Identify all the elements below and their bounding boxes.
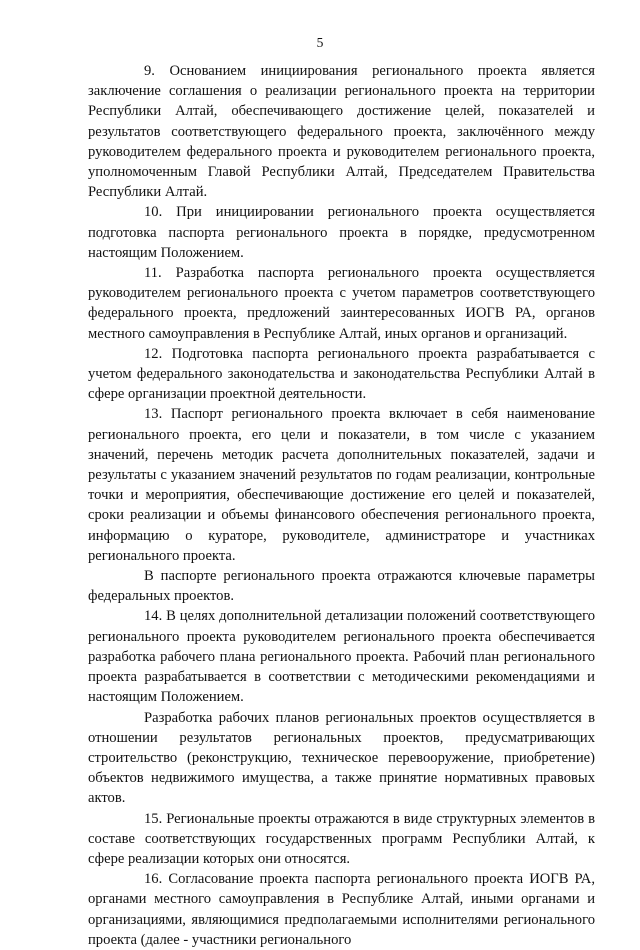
paragraph-9: 9. Основанием инициирования регионального проекта является заключение соглашения о реализации регионального проекта на территории Республики Алтай, обеспечивающего достижение целей, показателей и результатов соответствующего федерального проекта, заключённого между руководителем федерального проекта и руководителем регионального проекта, уполномоченным Главой Республики Алтай, Председателем Правительства Республики Алтай. bbox=[88, 63, 595, 201]
paragraph-13-continuation: В паспорте регионального проекта отражаются ключевые параметры федеральных проектов. bbox=[88, 568, 595, 605]
paragraph-10: 10. При инициировании регионального проекта осуществляется подготовка паспорта регионального проекта в порядке, предусмотренном настоящим Положением. bbox=[88, 204, 595, 261]
paragraph-15: 15. Региональные проекты отражаются в виде структурных элементов в составе соответствующих государственных программ Республики Алтай, к сфере реализации которых они относятся. bbox=[88, 810, 595, 867]
paragraph-14: 14. В целях дополнительной детализации положений соответствующего регионального проекта руководителем регионального проекта обеспечивается разработка рабочего плана регионального проекта. Рабочий план регионального проекта разрабатывается в соответствии с методическими рекомендациями и настоящим Положением. bbox=[88, 608, 595, 706]
paragraph-13: 13. Паспорт регионального проекта включает в себя наименование регионального проекта, его цели и показатели, в том числе с указанием значений, перечень методик расчета дополнительных показателей, задачи и результаты с указанием значений результатов по годам реализации, контрольные точки и мероприятия, обеспечивающие достижение его целей и показателей, сроки реализации и объемы финансового обеспечения регионального проекта, информацию о кураторе, руководителе, администраторе и участниках регионального проекта. bbox=[88, 406, 595, 564]
paragraph-11: 11. Разработка паспорта регионального проекта осуществляется руководителем регионального проекта с учетом параметров соответствующего федерального проекта, предложений заинтересованных ИОГВ РА, органов местного самоуправления в Республике Алтай, иных органов и организаций. bbox=[88, 265, 595, 342]
page-number: 5 bbox=[316, 35, 324, 50]
paragraph-12: 12. Подготовка паспорта регионального проекта разрабатывается с учетом федерального законодательства и законодательства Республики Алтай в сфере организации проектной деятельности. bbox=[88, 345, 595, 403]
document-body bbox=[88, 61, 595, 950]
paragraph-16: 16. Согласование проекта паспорта регионального проекта ИОГВ РА, органами местного самоуправления в Республике Алтай, иными органами и организациями, являющимися предполагаемыми исполнителями регионального проекта (далее - участники регионального bbox=[88, 871, 595, 948]
paragraph-14-continuation: Разработка рабочих планов региональных проектов осуществляется в отношении результатов региональных проектов, предусматривающих строительство (реконструкцию, техническое перевооружение, приобретение) объектов недвижимого имущества, а также принятие нормативных правовых актов. bbox=[88, 709, 595, 807]
